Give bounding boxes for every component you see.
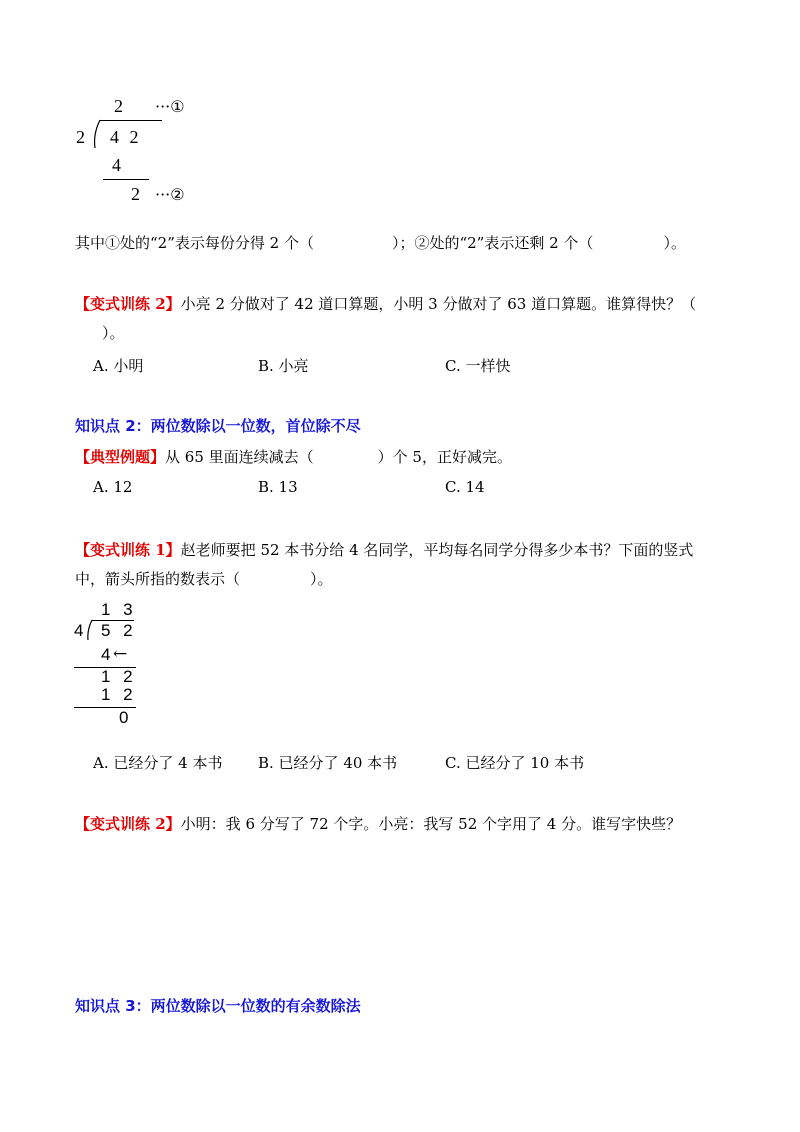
example-question: [75, 446, 512, 467]
question-explain: [75, 232, 686, 253]
option-a[interactable]: A. 已经分了 4 本书: [93, 754, 223, 772]
subtrahend: 4: [112, 155, 121, 175]
exercise-text: 小明：我 6 分写了 72 个字。小亮：我写 52 个字用了 4 分。谁写字快些？: [180, 815, 682, 833]
subtrahend: 4: [101, 645, 111, 664]
option-c[interactable]: C. 14: [445, 478, 485, 496]
exercise-text: 小亮 2 分做对了 42 道口算题，小明 3 分做对了 63 道口算题。谁算得快？（: [180, 295, 697, 313]
exercise-variant-1: [75, 539, 693, 560]
exercise-text-end: ）。: [310, 570, 333, 588]
option-b[interactable]: B. 已经分了 40 本书: [258, 754, 398, 772]
divisor: 2: [76, 127, 85, 147]
exercise-text: 赵老师要把 52 本书分给 4 名同学，平均每名同学分得多少本书？下面的竖式: [180, 541, 694, 559]
option-b[interactable]: B. 13: [258, 478, 298, 496]
option-a[interactable]: A. 12: [93, 478, 133, 496]
knowledge-point-3-title: 知识点 3：两位数除以一位数的有余数除法: [75, 997, 361, 1015]
partial-dividend: 1 2: [101, 667, 137, 686]
exercise-tag: 【变式训练 2】: [75, 815, 181, 833]
knowledge-point-2-title: 知识点 2：两位数除以一位数，首位除不尽: [75, 417, 361, 435]
dividend: 5 2: [101, 621, 137, 640]
exercise-variant-2b: [75, 813, 681, 834]
exercise-variant-1-cont: [75, 568, 333, 589]
subtrahend-2: 1 2: [101, 685, 137, 704]
example-text-2: ）个 5，正好减完。: [377, 448, 512, 466]
question-text-3: ）。: [663, 234, 686, 252]
divisor: 4: [74, 621, 84, 640]
arrow-icon: ←: [113, 644, 128, 664]
division-bar: [100, 120, 162, 121]
option-c[interactable]: C. 已经分了 10 本书: [445, 754, 585, 772]
exercise-text-2: 中，箭头所指的数表示（: [75, 570, 241, 588]
exercise-variant-2a: [75, 293, 696, 314]
exercise-tag: 【变式训练 1】: [75, 541, 181, 559]
remainder: 2: [131, 184, 140, 204]
marker-2: ···②: [155, 185, 185, 204]
quotient: 1 3: [101, 600, 137, 619]
exercise-text-end: ）。: [102, 324, 125, 342]
remainder: 0: [119, 708, 129, 727]
option-c[interactable]: C. 一样快: [445, 357, 511, 375]
division-bracket: [91, 119, 103, 149]
option-b[interactable]: B. 小亮: [258, 357, 309, 375]
example-text-1: 从 65 里面连续减去（: [165, 448, 314, 466]
division-bracket: [85, 619, 95, 641]
quotient: 2: [114, 96, 123, 116]
subtraction-line: [103, 179, 149, 180]
question-text-2: ）；②处的“2”表示还剩 2 个（: [391, 234, 594, 252]
question-text-1: 其中①处的“2”表示每份分得 2 个（: [75, 234, 314, 252]
example-tag: 【典型例题】: [75, 448, 166, 466]
exercise-variant-2a-cont: [88, 322, 125, 343]
option-a[interactable]: A. 小明: [93, 357, 144, 375]
marker-1: ···①: [155, 97, 185, 116]
dividend: 4 2: [110, 127, 142, 147]
exercise-tag: 【变式训练 2】: [75, 295, 181, 313]
